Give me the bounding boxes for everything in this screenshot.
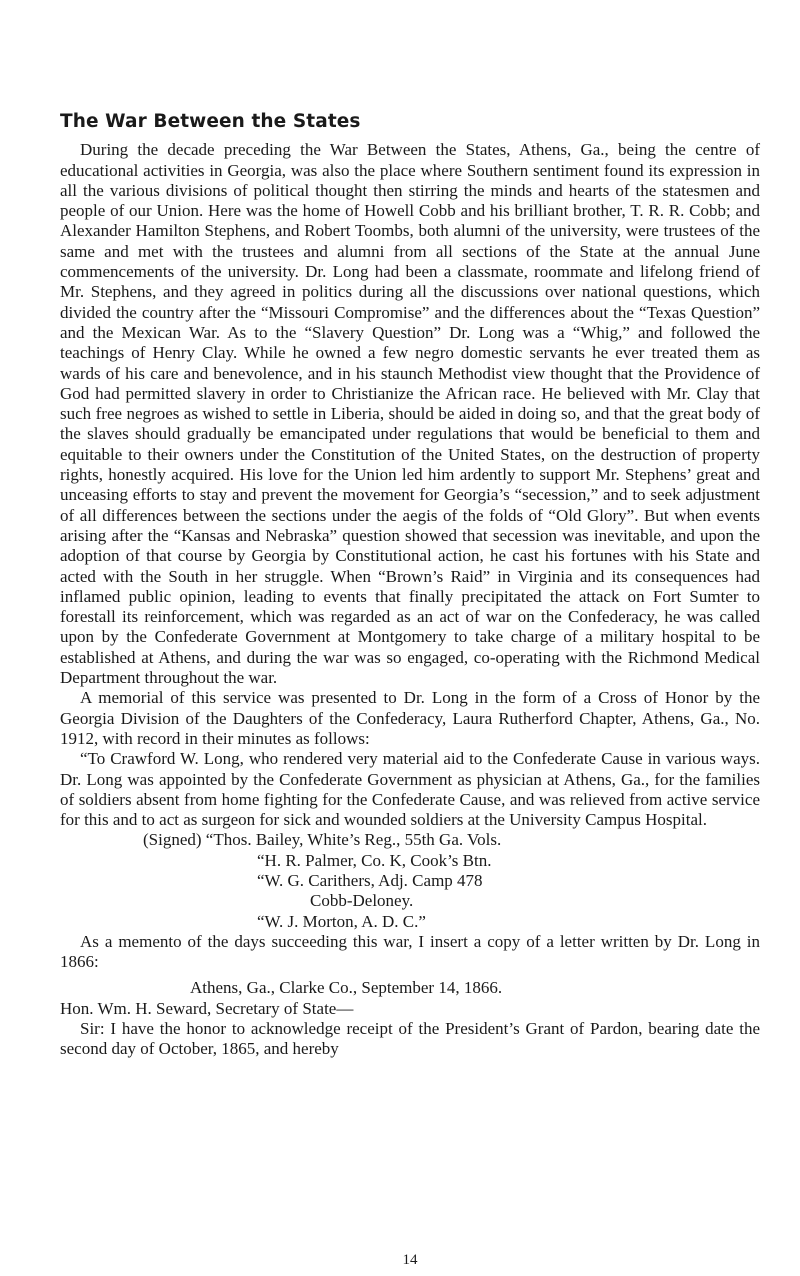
paragraph-memento: As a memento of the days succeeding this war, I insert a copy of a letter written by Dr. Long in 1866: — [60, 931, 760, 972]
page-content — [60, 111, 760, 1268]
page-number: 14 — [402, 1252, 418, 1268]
signature-line: “H. R. Palmer, Co. K, Cook’s Btn. — [257, 850, 492, 870]
paragraph-memorial: A memorial of this service was presented to Dr. Long in the form of a Cross of Honor by the Georgia Division of the Daughters of the Confederacy, Laura Rutherford Chapter, Athens, Ga., No. 1912, with record in their minutes as follows: — [60, 688, 760, 748]
signature-line: “W. J. Morton, A. D. C.” — [257, 911, 426, 931]
signature-block — [60, 830, 760, 931]
letter-addressee: Hon. Wm. H. Seward, Secretary of State— — [60, 998, 354, 1018]
signature-line: (Signed) “Thos. Bailey, White’s Reg., 55th Ga. Vols. — [143, 830, 502, 850]
signature-line: Cobb-Deloney. — [310, 891, 414, 911]
paragraph-decade: During the decade preceding the War Between the States, Athens, Ga., being the centre of educational activities in Georgia, was also the place where Southern sentiment found its expression in all the various divisions of political thought then stirring the minds and hearts of the statesmen and people of our Union. Here was the home of Howell Cobb and his brilliant brother, T. R. R. Cobb; and Alexander Hamilton Stephens, and Robert Toombs, both alumni of the university, were trustees of the same and met with the trustees and alumni from all sections of the State at the annual June commencements of the university. Dr. Long had been a classmate, roommate and lifelong friend of Mr. Stephens, and they agreed in politics during all the discussions over national questions, which divided the country after the “Missouri Compromise” and the differences about the “Texas Question” and the Mexican War. As to the “Slavery Question” Dr. Long was a “Whig,” and followed the teachings of Henry Clay. While he owned a few negro domestic servants he ever treated them as wards of his care and benevolence, and in his staunch Methodist view thought that the Providence of God had permitted slavery in order to Christianize the African race. He believed with Mr. Clay that such free negroes as wished to settle in Liberia, should be aided in doing so, and that the great body of the slaves should gradually be emancipated under regulations that would be beneficial to them and equitable to their owners under the Constitution of the United States, on the destruction of property rights, honestly acquired. His love for the Union led him ardently to support Mr. Stephens’ great and unceasing efforts to stay and prevent the movement for Georgia’s “secession,” and to seek adjustment of all differences between the sections under the aegis of the folds of “Old Glory”. But when events arising after the “Kansas and Nebraska” question showed that secession was inevitable, and upon the adoption of that course by Georgia by Constitutional action, he cast his fortunes with his State and acted with the South in her struggle. When “Brown’s Raid” in Virginia and its consequences had inflamed public opinion, leading to events that finally precipitated the attack on Fort Sumter to forestall its reinforcement, which was regarded as an act of war on the Confederacy, he was called upon by the Confederate Government at Montgomery to take charge of a military hospital to be established at Athens, and during the war was so engaged, co-operating with the Richmond Medical Department throughout the war. — [60, 140, 760, 688]
letter-dateline: Athens, Ga., Clarke Co., September 14, 1866. — [190, 978, 503, 998]
section-heading: The War Between the States — [60, 111, 361, 132]
signature-line: “W. G. Carithers, Adj. Camp 478 — [257, 870, 483, 890]
paragraph-letter-body: Sir: I have the honor to acknowledge receipt of the President’s Grant of Pardon, bearing date the second day of October, 1865, and hereby — [60, 1019, 760, 1059]
paragraph-minutes: “To Crawford W. Long, who rendered very material aid to the Confederate Cause in various ways. Dr. Long was appointed by the Confederate Government as physician at Athens, Ga., for the families of soldiers absent from home fighting for the Confederate Cause, and was relieved from active service for this and to act as surgeon for sick and wounded soldiers at the University Campus Hospital. — [60, 749, 760, 830]
